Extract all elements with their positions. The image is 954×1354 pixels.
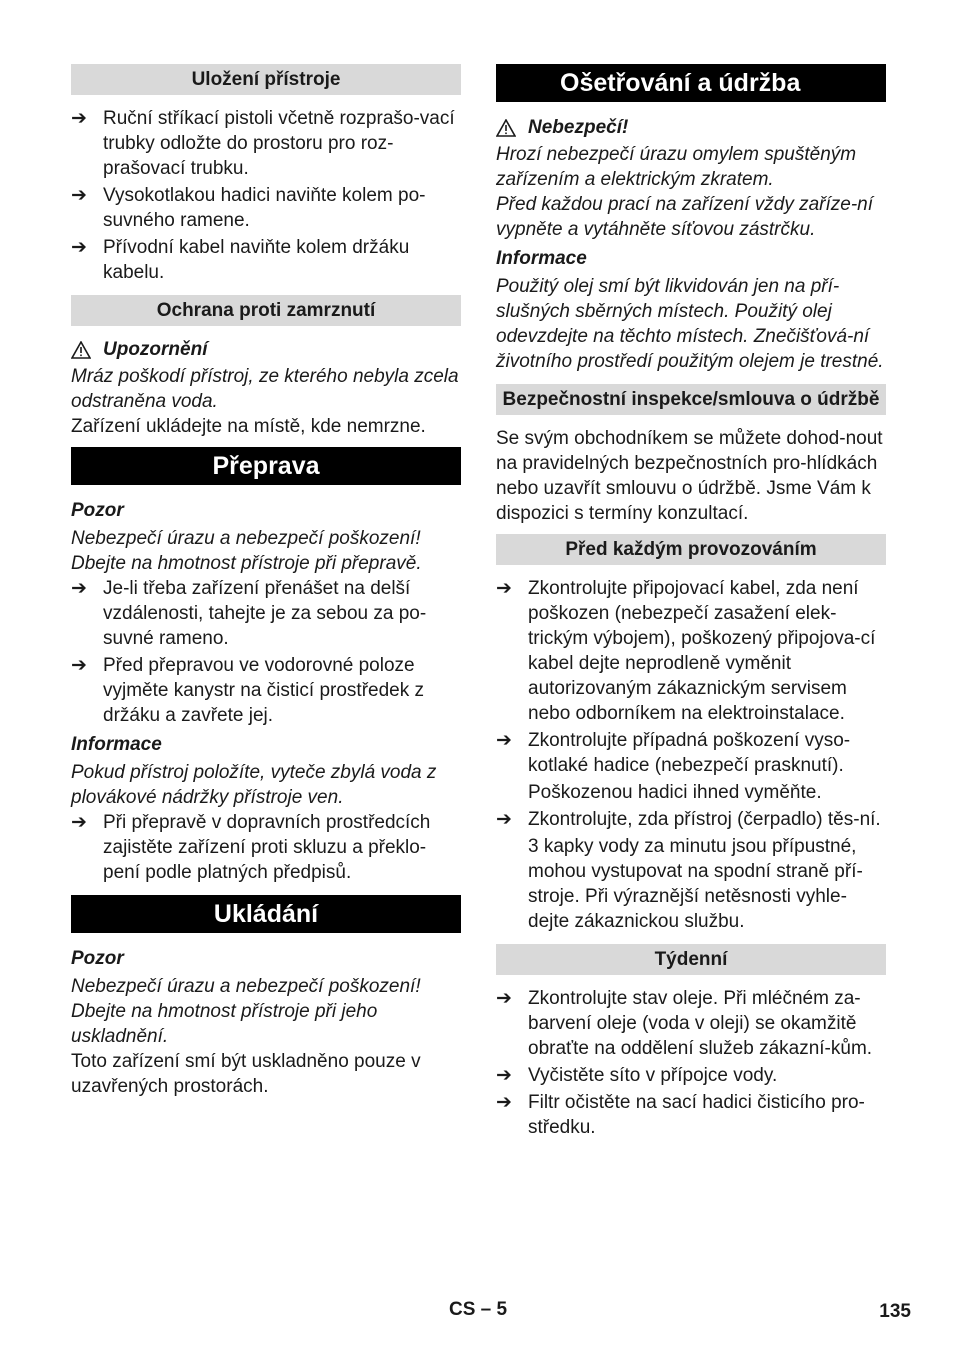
danger-text: Hrozí nebezpečí úrazu omylem spuštěným zařízením a elektrickým zkratem. (496, 144, 857, 190)
list-item: ➔ Zkontrolujte stav oleje. Při mléčném za-barvení oleje (voda v oleji) se okamžitě obraťte na oddělení služeb zákazní-kům. (496, 988, 873, 1059)
warning-triangle-icon (496, 119, 516, 137)
section-title-ukladani: Ukládání (71, 895, 461, 933)
caution-label: Pozor (71, 948, 124, 969)
list-item-note: 3 kapky vody za minutu jsou přípustné, mohou vystupovat na spodní straně pří-stroje. Při výraznější netěsnosti vyhle-dejte zákaznickou službu. (528, 836, 863, 932)
arrow-right-icon: ➔ (71, 185, 87, 206)
arrow-right-icon: ➔ (71, 812, 87, 833)
list-item: ➔ Je-li třeba zařízení přenášet na delší vzdálenosti, tahejte je za sebou za po-suvné rameno. (71, 578, 427, 649)
heading-pred: Před každým provozováním (496, 534, 886, 565)
list-item: ➔ Před přepravou ve vodorovné poloze vyjměte kanystr na čisticí prostředek z držáku a zavřete jej. (71, 655, 424, 726)
list-item: ➔ Filtr očistěte na sací hadici čisticího pro-středku. (496, 1092, 865, 1138)
heading-ochrana: Ochrana proti zamrznutí (71, 295, 461, 326)
body-text: Se svým obchodníkem se můžete dohod-nout na pravidelných bezpečnostních pro-hlídkách nebo uzavřít smlouvu o údržbě. Jsme Vám k dispozici s termíny konzultací. (496, 428, 883, 524)
danger-label: Nebezpečí! (496, 115, 886, 140)
arrow-right-icon: ➔ (496, 988, 512, 1009)
caution-text: Nebezpečí úrazu a nebezpečí poškození! Dbejte na hmotnost přístroje při přepravě. (71, 528, 422, 574)
list-item: ➔ Zkontrolujte, zda přístroj (čerpadlo) těs-ní. (496, 809, 881, 830)
info-label: Informace (71, 734, 162, 755)
arrow-right-icon: ➔ (496, 1092, 512, 1113)
arrow-right-icon: ➔ (71, 655, 87, 676)
list-item-note: Poškozenou hadici ihned vyměňte. (528, 782, 822, 803)
body-text: Zařízení ukládejte na místě, kde nemrzne. (71, 416, 426, 437)
caution-label: Pozor (71, 500, 124, 521)
body-text: Toto zařízení smí být uskladněno pouze v uzavřených prostorách. (71, 1051, 421, 1097)
section-title-osetrovani: Ošetřování a údržba (496, 64, 886, 102)
page-number: 135 (879, 1301, 911, 1322)
arrow-right-icon: ➔ (496, 730, 512, 751)
caution-text: Nebezpečí úrazu a nebezpečí poškození! Dbejte na hmotnost přístroje při jeho uskladnění. (71, 976, 421, 1047)
footer-language-code: CS – 5 (449, 1299, 508, 1320)
arrow-right-icon: ➔ (496, 1065, 512, 1086)
arrow-right-icon: ➔ (71, 237, 87, 258)
warning-text: Mráz poškodí přístroj, ze kterého nebyla zcela odstraněna voda. (71, 366, 459, 412)
warning-label: Upozornění (71, 337, 461, 362)
list-item: ➔ Zkontrolujte případná poškození vyso-kotlaké hadice (nebezpečí prasknutí). (496, 730, 851, 776)
list-item: ➔ Vyčistěte síto v přípojce vody. (496, 1065, 778, 1086)
list-item: ➔ Zkontrolujte připojovací kabel, zda není poškozen (nebezpečí zasažení elek-trickým výbojem), poškozený připojova-cí kabel dejte neprodleně vyměnit autorizovaným zákaznickým servisem nebo odborníkem na elektroinstalace. (496, 578, 876, 724)
warning-triangle-icon (71, 341, 91, 359)
arrow-right-icon: ➔ (496, 809, 512, 830)
section-title-preprava: Přeprava (71, 447, 461, 485)
arrow-right-icon: ➔ (71, 578, 87, 599)
left-column (71, 64, 461, 1099)
info-label: Informace (496, 248, 587, 269)
right-column (496, 64, 886, 1142)
list-item: ➔ Vysokotlakou hadici naviňte kolem po-suvného ramene. (71, 185, 426, 231)
list-item: ➔ Přívodní kabel naviňte kolem držáku kabelu. (71, 237, 410, 283)
danger-text: Před každou prací na zařízení vždy zaříze-ní vypněte a vytáhněte síťovou zástrčku. (496, 194, 874, 240)
heading-inspekce: Bezpečnostní inspekce/smlouva o údržbě (496, 384, 886, 415)
arrow-right-icon: ➔ (496, 578, 512, 599)
arrow-right-icon: ➔ (71, 108, 87, 129)
list-item: ➔ Při přepravě v dopravních prostředcích zajistěte zařízení proti skluzu a překlo-pení podle platných předpisů. (71, 812, 431, 883)
info-text: Použitý olej smí být likvidován jen na pří-slušných sběrných místech. Použitý olej odevzdejte na těchto místech. Znečišťová-ní životního prostředí použitým olejem je trestné. (496, 276, 884, 372)
info-text: Pokud přístroj položíte, vyteče zbylá voda z plovákové nádržky přístroje ven. (71, 762, 437, 808)
heading-tydenni: Týdenní (496, 944, 886, 975)
list-item: ➔ Ruční stříkací pistoli včetně rozprašo-vací trubky odložte do prostoru pro roz-prašovací trubku. (71, 108, 455, 179)
heading-ulozeni: Uložení přístroje (71, 64, 461, 95)
